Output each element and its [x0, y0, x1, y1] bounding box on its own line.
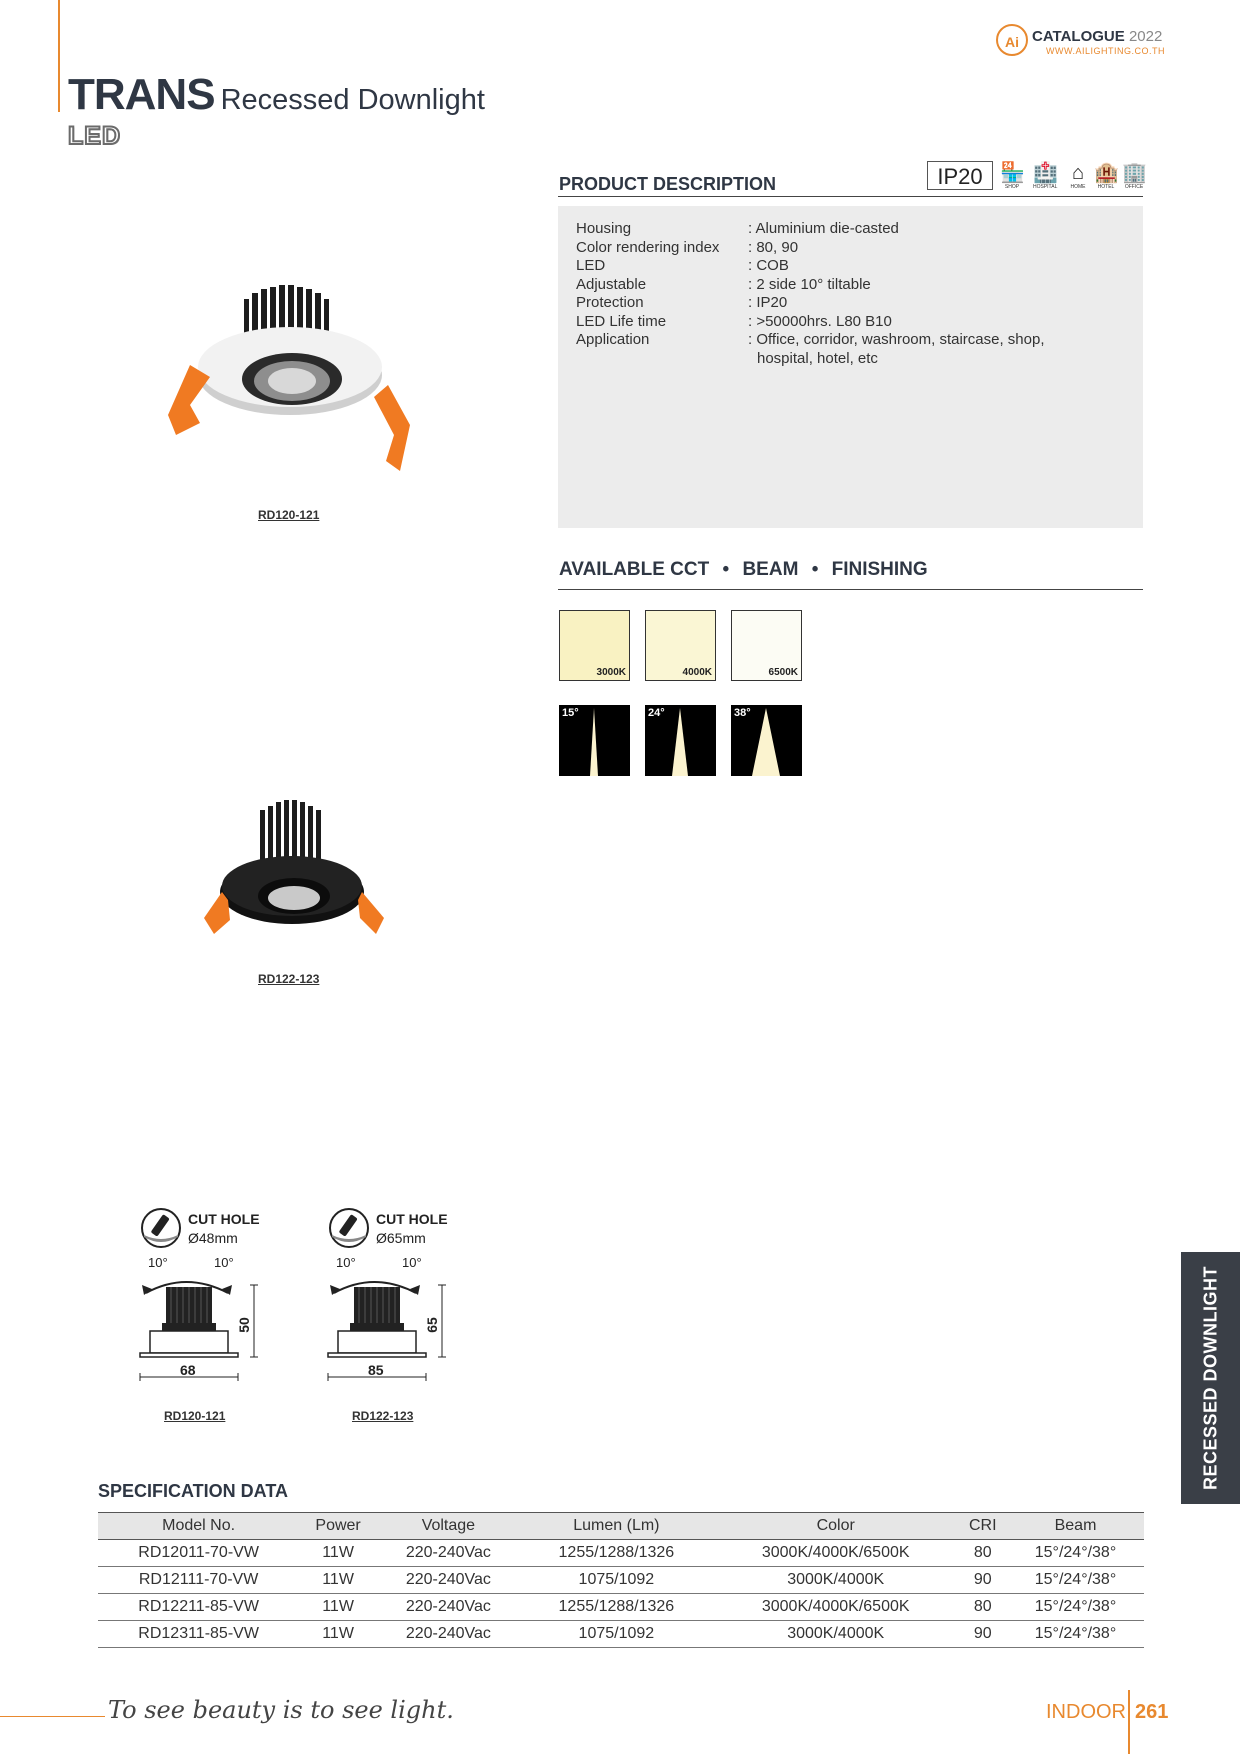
cell-beam: 15°/24°/38° — [1007, 1621, 1144, 1648]
home-icon-label: HOME — [1070, 184, 1086, 190]
website-url: WWW.AILIGHTING.CO.TH — [1046, 46, 1165, 56]
cell-beam: 15°/24°/38° — [1007, 1567, 1144, 1594]
heading-finishing: FINISHING — [831, 559, 928, 580]
cut-hole-icon — [140, 1207, 182, 1249]
footer-page-divider — [1128, 1690, 1130, 1754]
cut-hole-size-1: Ø48mm — [188, 1230, 238, 1246]
side-tab-label: RECESSED DOWNLIGHT — [1200, 1265, 1220, 1491]
col-power: Power — [299, 1513, 377, 1540]
width-dim-2: 85 — [368, 1362, 384, 1378]
catalogue-label — [1032, 28, 1162, 45]
led-badge: LED — [68, 122, 121, 150]
beam-38-label: 38° — [734, 707, 751, 719]
spec-heading: SPECIFICATION DATA — [98, 1481, 288, 1501]
cct-swatch-6500k — [731, 610, 802, 681]
cct-label-4000k: 4000K — [682, 667, 712, 678]
heading-cct: AVAILABLE CCT — [559, 559, 710, 580]
desc-row-housing: Housing : Aluminium die-casted — [576, 220, 899, 237]
cell-lumen: 1255/1288/1326 — [520, 1594, 713, 1621]
product-image-white — [160, 285, 420, 485]
cell-color: 3000K/4000K — [713, 1567, 959, 1594]
beam-24 — [645, 705, 716, 776]
shop-icon: 🏪 SHOP — [1000, 162, 1025, 190]
height-dim-2: 65 — [423, 1317, 440, 1333]
cell-voltage: 220-240Vac — [377, 1594, 520, 1621]
desc-row-protection: Protection : IP20 — [576, 294, 788, 311]
table-row — [98, 1540, 1144, 1567]
catalogue-text: CATALOGUE — [1032, 28, 1125, 45]
cut-hole-title-2: CUT HOLE — [376, 1211, 448, 1227]
col-beam: Beam — [1007, 1513, 1144, 1540]
cct-label-6500k: 6500K — [768, 667, 798, 678]
col-lumen: Lumen (Lm) — [520, 1513, 713, 1540]
product-image-black — [200, 800, 390, 945]
cell-model: RD12011-70-VW — [98, 1540, 299, 1567]
cell-power: 11W — [299, 1540, 377, 1567]
cell-lumen: 1075/1092 — [520, 1567, 713, 1594]
available-divider — [558, 589, 1143, 590]
col-model: Model No. — [98, 1513, 299, 1540]
cell-beam: 15°/24°/38° — [1007, 1594, 1144, 1621]
tilt-right-1: 10° — [214, 1255, 234, 1270]
home-icon: ⌂ HOME — [1066, 162, 1090, 190]
cut-hole-icon — [328, 1207, 370, 1249]
cell-model: RD12311-85-VW — [98, 1621, 299, 1648]
title-product-type: Recessed Downlight — [220, 84, 485, 116]
shop-icon-label: SHOP — [1004, 184, 1020, 190]
cell-cri: 80 — [959, 1594, 1008, 1621]
cell-beam: 15°/24°/38° — [1007, 1540, 1144, 1567]
table-row — [98, 1621, 1144, 1648]
cell-model: RD12111-70-VW — [98, 1567, 299, 1594]
desc-row-adjustable: Adjustable : 2 side 10° tiltable — [576, 275, 871, 293]
col-color: Color — [713, 1513, 959, 1540]
beam-15 — [559, 705, 630, 776]
cut-hole-size-2: Ø65mm — [376, 1230, 426, 1246]
width-dim-1: 68 — [180, 1362, 196, 1378]
cct-label-3000k: 3000K — [596, 667, 626, 678]
cell-cri: 90 — [959, 1621, 1008, 1648]
side-section-tab — [1181, 1252, 1240, 1504]
tilt-right-2: 10° — [402, 1255, 422, 1270]
cell-voltage: 220-240Vac — [377, 1621, 520, 1648]
desc-row-cri: Color rendering index : 80, 90 — [576, 238, 799, 256]
product-caption-2: RD122-123 — [258, 972, 320, 986]
desc-row-lifetime: LED Life time : >50000hrs. L80 B10 — [576, 312, 892, 330]
hotel-icon-label: HOTEL — [1097, 184, 1115, 190]
cell-voltage: 220-240Vac — [377, 1540, 520, 1567]
footer-section-label: INDOOR — [1046, 1701, 1126, 1723]
spec-header-row — [98, 1513, 1144, 1540]
cell-color: 3000K/4000K/6500K — [713, 1594, 959, 1621]
cct-swatch-4000k — [645, 610, 716, 681]
cell-color: 3000K/4000K/6500K — [713, 1540, 959, 1567]
heading-bullet-2: • — [811, 559, 819, 580]
cell-voltage: 220-240Vac — [377, 1567, 520, 1594]
office-icon: 🏢 OFFICE — [1122, 162, 1147, 190]
catalogue-year: 2022 — [1128, 28, 1163, 45]
heading-beam: BEAM — [742, 559, 799, 580]
tilt-left-2: 10° — [336, 1255, 356, 1270]
spec-table — [98, 1512, 1144, 1648]
cell-cri: 90 — [959, 1567, 1008, 1594]
col-voltage: Voltage — [377, 1513, 520, 1540]
dimension-drawing-2 — [326, 1205, 476, 1435]
page-number: 261 — [1135, 1701, 1169, 1723]
cct-swatch-3000k — [559, 610, 630, 681]
table-row — [98, 1567, 1144, 1594]
height-dim-1: 50 — [235, 1317, 252, 1333]
desc-row-application-cont: hospital, hotel, etc — [757, 349, 878, 367]
cell-lumen: 1255/1288/1326 — [520, 1540, 713, 1567]
ip-rating-badge: IP20 — [927, 161, 993, 190]
title-product-name: TRANS — [68, 70, 215, 119]
col-cri: CRI — [959, 1513, 1008, 1540]
product-caption-1: RD120-121 — [258, 508, 320, 522]
description-divider — [558, 196, 1143, 197]
cell-lumen: 1075/1092 — [520, 1621, 713, 1648]
heading-bullet-1: • — [722, 559, 730, 580]
cell-power: 11W — [299, 1594, 377, 1621]
dimension-drawing-1 — [138, 1205, 288, 1435]
cell-color: 3000K/4000K — [713, 1621, 959, 1648]
beam-38 — [731, 705, 802, 776]
cell-power: 11W — [299, 1621, 377, 1648]
cell-model: RD12211-85-VW — [98, 1594, 299, 1621]
footer-slogan: To see beauty is to see light. — [108, 1696, 454, 1724]
brand-logo-icon: Ai — [996, 24, 1028, 56]
description-panel — [558, 206, 1143, 528]
page-title — [68, 70, 485, 120]
tilt-left-1: 10° — [148, 1255, 168, 1270]
header-accent-line — [58, 0, 60, 112]
desc-row-application: Application : Office, corridor, washroom, staircase, shop, — [576, 331, 1045, 348]
beam-15-label: 15° — [562, 707, 579, 719]
hotel-icon: 🏨 HOTEL — [1094, 162, 1119, 190]
footer-accent-line — [0, 1716, 105, 1717]
table-row — [98, 1594, 1144, 1621]
dimension-caption-1: RD120-121 — [164, 1409, 226, 1423]
hospital-icon-label: HOSPITAL — [1033, 184, 1058, 190]
desc-row-led: LED : COB — [576, 257, 789, 274]
available-heading — [559, 559, 928, 581]
cell-cri: 80 — [959, 1540, 1008, 1567]
beam-24-label: 24° — [648, 707, 665, 719]
hospital-icon: 🏥 HOSPITAL — [1033, 162, 1058, 190]
product-description-heading: PRODUCT DESCRIPTION — [559, 174, 777, 194]
cell-power: 11W — [299, 1567, 377, 1594]
dimension-caption-2: RD122-123 — [352, 1409, 414, 1423]
cut-hole-title-1: CUT HOLE — [188, 1211, 260, 1227]
office-icon-label: OFFICE — [1124, 184, 1144, 190]
